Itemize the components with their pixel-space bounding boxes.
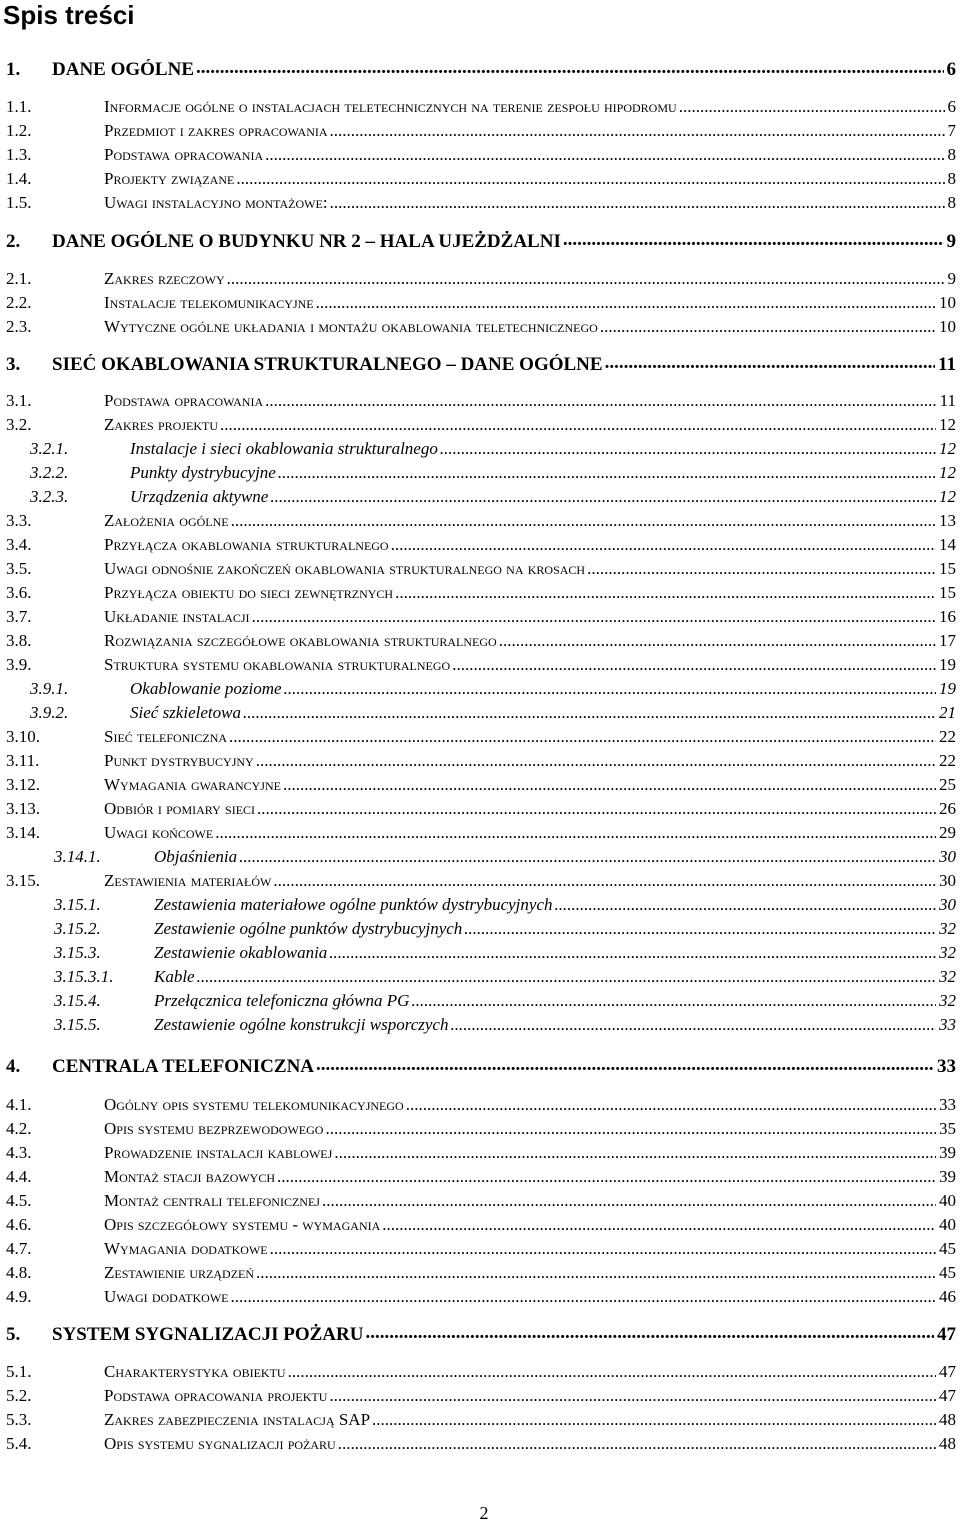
- toc-entry-number: 3.2.1.: [30, 439, 69, 458]
- toc-entry[interactable]: [6, 269, 956, 293]
- toc-entry-number: 4.7.: [6, 1239, 32, 1258]
- toc-entry[interactable]: [6, 354, 956, 378]
- toc-entry-number: 4.4.: [6, 1167, 32, 1186]
- toc-entry-page: 29: [939, 823, 956, 842]
- toc-entry-number: 4.6.: [6, 1215, 32, 1234]
- toc-entry-title: Zestawienie ogólne konstrukcji wsporczych: [154, 1015, 449, 1034]
- toc-entry-title: Zestawienia materiałów: [104, 871, 272, 890]
- toc-entry-title: SIEĆ OKABLOWANIA STRUKTURALNEGO – DANE OGÓLNE: [52, 354, 603, 375]
- toc-entry[interactable]: [6, 727, 956, 751]
- toc-entry-number: 5.2.: [6, 1386, 32, 1405]
- toc-entry-number: 5.3.: [6, 1410, 32, 1429]
- toc-entry-number: 3.14.1.: [54, 847, 101, 866]
- toc-entry[interactable]: [6, 775, 956, 799]
- toc-entry[interactable]: [6, 1324, 956, 1348]
- toc-entry[interactable]: [6, 1215, 956, 1239]
- toc-dot-leader: [278, 463, 936, 487]
- toc-entry-title: Kable: [154, 967, 195, 986]
- toc-dot-leader: [265, 391, 937, 415]
- toc-entry[interactable]: [6, 1191, 956, 1215]
- toc-entry-title: DANE OGÓLNE O BUDYNKU NR 2 – HALA UJEŻDŻALNI: [52, 231, 561, 252]
- toc-dot-leader: [236, 169, 944, 193]
- toc-entry[interactable]: [54, 919, 956, 943]
- toc-entry-number: 1.1.: [6, 97, 32, 116]
- toc-entry-page: 40: [939, 1191, 956, 1210]
- toc-entry-title: Urządzenia aktywne: [130, 487, 269, 506]
- toc-entry[interactable]: [6, 607, 956, 631]
- toc-entry-page: 45: [939, 1263, 956, 1282]
- toc-entry[interactable]: [6, 1263, 956, 1287]
- toc-entry-page: 19: [939, 679, 956, 698]
- toc-entry-title: Wytyczne ogólne układania i montażu okablowania teletechnicznego: [104, 317, 598, 336]
- toc-entry[interactable]: [6, 583, 956, 607]
- toc-entry-number: 3.13.: [6, 799, 40, 818]
- toc-entry-page: 17: [939, 631, 956, 650]
- toc-entry[interactable]: [6, 655, 956, 679]
- toc-entry-page: 30: [939, 871, 956, 890]
- toc-entry-title: Uwagi dodatkowe: [104, 1287, 229, 1306]
- page-footer: [0, 1503, 960, 1524]
- toc-dot-leader: [270, 487, 936, 511]
- toc-entry-page: 14: [939, 535, 956, 554]
- toc-dot-leader: [231, 511, 936, 535]
- toc-dot-leader: [215, 823, 936, 847]
- toc-entry-number: 3.14.: [6, 823, 40, 842]
- toc-dot-leader: [452, 655, 936, 679]
- toc-entry[interactable]: [54, 967, 956, 991]
- toc-entry[interactable]: [6, 823, 956, 847]
- toc-entry-title: Opis systemu bezprzewodowego: [104, 1119, 324, 1138]
- toc-entry[interactable]: [6, 1362, 956, 1386]
- toc-dot-leader: [196, 59, 944, 83]
- toc-entry-number: 1.5.: [6, 193, 32, 212]
- toc-entry[interactable]: [54, 895, 956, 919]
- toc-entry-page: 47: [937, 1324, 956, 1345]
- toc-entry-page: 33: [939, 1095, 956, 1114]
- toc-dot-leader: [329, 1386, 936, 1410]
- toc-entry-page: 47: [939, 1362, 956, 1381]
- toc-dot-leader: [600, 317, 936, 341]
- toc-entry-page: 26: [939, 799, 956, 818]
- toc-dot-leader: [229, 727, 936, 751]
- toc-dot-leader: [555, 895, 937, 919]
- toc-entry-title: Instalacje telekomunikacyjne: [104, 293, 314, 312]
- toc-entry-number: 3.15.2.: [54, 919, 101, 938]
- toc-dot-leader: [252, 607, 936, 631]
- toc-dot-leader: [329, 943, 936, 967]
- toc-entry-title: Uwagi odnośnie zakończeń okablowania strukturalnego na krosach: [104, 559, 586, 578]
- toc-entry-page: 30: [939, 847, 956, 866]
- toc-dot-leader: [587, 559, 936, 583]
- toc-dot-leader: [265, 145, 944, 169]
- toc-dot-leader: [679, 97, 945, 121]
- toc-dot-leader: [406, 1095, 936, 1119]
- toc-entry-number: 3.9.2.: [30, 703, 69, 722]
- page-title: Spis treści: [3, 0, 135, 30]
- toc-entry-page: 32: [939, 919, 956, 938]
- toc-dot-leader: [338, 1434, 936, 1458]
- toc-dot-leader: [440, 439, 936, 463]
- toc-entry-title: Podstawa opracowania: [104, 391, 264, 410]
- toc-entry-title: Zestawienia materiałowe ogólne punktów dystrybucyjnych: [154, 895, 553, 914]
- toc-entry-title: Podstawa opracowania: [104, 145, 264, 164]
- toc-entry-page: 22: [939, 727, 956, 746]
- toc-entry-page: 13: [939, 511, 956, 530]
- toc-dot-leader: [325, 1119, 936, 1143]
- toc-entry-number: 3.15.5.: [54, 1015, 101, 1034]
- toc-entry[interactable]: [6, 293, 956, 317]
- page-number: 2: [479, 1503, 489, 1523]
- toc-entry-number: 3.5.: [6, 559, 32, 578]
- toc-entry[interactable]: [6, 1119, 956, 1143]
- toc-entry-page: 32: [939, 943, 956, 962]
- toc-entry[interactable]: [6, 97, 956, 121]
- toc-entry-page: 10: [939, 293, 956, 312]
- toc-entry-page: 19: [939, 655, 956, 674]
- toc-entry-page: 32: [939, 967, 956, 986]
- toc-entry[interactable]: [6, 1095, 956, 1119]
- toc-dot-leader: [270, 1239, 936, 1263]
- toc-entry-number: 3.7.: [6, 607, 32, 626]
- toc-dot-leader: [450, 1015, 936, 1039]
- toc-dot-leader: [411, 991, 936, 1015]
- toc-entry[interactable]: [6, 535, 956, 559]
- toc-entry[interactable]: [30, 487, 956, 511]
- toc-entry-number: 3.4.: [6, 535, 32, 554]
- toc-dot-leader: [330, 193, 945, 217]
- toc-entry-title: Wymagania dodatkowe: [104, 1239, 268, 1258]
- toc-entry-number: 3.11.: [6, 751, 40, 770]
- toc-entry[interactable]: [6, 1434, 956, 1458]
- toc-entry-page: 21: [939, 703, 956, 722]
- toc-dot-leader: [273, 871, 936, 895]
- toc-entry-page: 7: [947, 121, 956, 140]
- toc-dot-leader: [330, 121, 945, 145]
- toc-entry[interactable]: [54, 847, 956, 871]
- toc-entry-title: Zestawienie okablowania: [154, 943, 328, 962]
- toc-entry-page: 33: [937, 1056, 956, 1077]
- toc-entry-number: 2.1.: [6, 269, 32, 288]
- toc-entry-page: 8: [947, 145, 956, 164]
- toc-entry-page: 12: [939, 415, 956, 434]
- toc-entry-title: Przełącznica telefoniczna główna PG: [154, 991, 410, 1010]
- toc-entry-number: 3.10.: [6, 727, 40, 746]
- toc-entry-page: 11: [939, 391, 956, 410]
- toc-entry-title: DANE OGÓLNE: [52, 59, 194, 80]
- toc-entry[interactable]: [6, 751, 956, 775]
- toc-entry-number: 2.2.: [6, 293, 32, 312]
- toc-dot-leader: [243, 703, 936, 727]
- toc-entry[interactable]: [6, 169, 956, 193]
- toc-entry-number: 5.: [6, 1324, 21, 1345]
- toc-entry-page: 40: [939, 1215, 956, 1234]
- toc-entry-page: 9: [946, 231, 956, 252]
- toc-entry[interactable]: [6, 631, 956, 655]
- toc-dot-leader: [197, 967, 936, 991]
- toc-entry-number: 3.3.: [6, 511, 32, 530]
- toc-entry-number: 4.1.: [6, 1095, 32, 1114]
- toc-entry[interactable]: [6, 799, 956, 823]
- toc-entry-page: 25: [939, 775, 956, 794]
- toc-entry-page: 45: [939, 1239, 956, 1258]
- toc-entry-page: 15: [939, 559, 956, 578]
- toc-entry[interactable]: [54, 943, 956, 967]
- toc-entry-page: 15: [939, 583, 956, 602]
- toc-entry-number: 1.4.: [6, 169, 32, 188]
- toc-entry-title: Układanie instalacji: [104, 607, 250, 626]
- toc-entry-number: 4.9.: [6, 1287, 32, 1306]
- toc-entry[interactable]: [6, 1410, 956, 1434]
- toc-entry-title: Uwagi instalacyjno montażowe:: [104, 193, 328, 212]
- toc-entry[interactable]: [6, 1287, 956, 1311]
- toc-entry-page: 6: [947, 97, 956, 116]
- toc-entry-title: Instalacje i sieci okablowania strukturalnego: [130, 439, 438, 458]
- toc-entry-title: Odbiór i pomiary sieci: [104, 799, 256, 818]
- toc-entry-title: Przedmiot i zakres opracowania: [104, 121, 328, 140]
- toc-entry-number: 4.8.: [6, 1263, 32, 1282]
- toc-dot-leader: [256, 1263, 936, 1287]
- toc-entry-title: Przyłącza obiektu do sieci zewnętrznych: [104, 583, 394, 602]
- toc-dot-leader: [499, 631, 936, 655]
- toc-dot-leader: [227, 269, 945, 293]
- toc-entry-page: 8: [947, 193, 956, 212]
- toc-entry-number: 3.15.4.: [54, 991, 101, 1010]
- toc-entry-page: 30: [939, 895, 956, 914]
- toc-entry-title: CENTRALA TELEFONICZNA: [52, 1056, 315, 1077]
- toc-entry-page: 46: [939, 1287, 956, 1306]
- toc-entry-page: 11: [938, 354, 956, 375]
- toc-entry-title: Objaśnienia: [154, 847, 238, 866]
- toc-dot-leader: [605, 354, 935, 378]
- toc-dot-leader: [284, 679, 936, 703]
- toc-entry-title: Opis systemu sygnalizacji pożaru: [104, 1434, 336, 1453]
- toc-dot-leader: [372, 1410, 936, 1434]
- toc-entry-title: Struktura systemu okablowania strukturalnego: [104, 655, 451, 674]
- toc-entry-number: 4.5.: [6, 1191, 32, 1210]
- toc-dot-leader: [322, 1191, 936, 1215]
- toc-entry-number: 1.2.: [6, 121, 32, 140]
- toc-entry-title: Zakres zabezpieczenia instalacją SAP: [104, 1410, 371, 1429]
- toc-entry-number: 4.: [6, 1056, 21, 1077]
- toc-entry-page: 6: [946, 59, 956, 80]
- toc-entry-title: Sieć telefoniczna: [104, 727, 228, 746]
- toc-dot-leader: [239, 847, 936, 871]
- toc-entry[interactable]: [6, 193, 956, 217]
- toc-entry[interactable]: [54, 1015, 956, 1039]
- toc-entry[interactable]: [6, 1143, 956, 1167]
- toc-entry-number: 3.8.: [6, 631, 32, 650]
- toc-entry-title: Projekty związane: [104, 169, 235, 188]
- toc-entry-title: Ogólny opis systemu telekomunikacyjnego: [104, 1095, 404, 1114]
- toc-entry-number: 3.15.1.: [54, 895, 101, 914]
- toc-entry[interactable]: [6, 121, 956, 145]
- toc-entry-page: 8: [947, 169, 956, 188]
- toc-entry[interactable]: [6, 1386, 956, 1410]
- toc-entry[interactable]: [6, 1239, 956, 1263]
- toc-entry[interactable]: [30, 679, 956, 703]
- toc-dot-leader: [464, 919, 936, 943]
- toc-entry-page: 12: [939, 439, 956, 458]
- toc-dot-leader: [283, 775, 936, 799]
- toc-dot-leader: [395, 583, 936, 607]
- toc-dot-leader: [257, 799, 936, 823]
- toc-entry-title: Przyłącza okablowania strukturalnego: [104, 535, 389, 554]
- toc-entry[interactable]: [6, 1056, 956, 1080]
- toc-entry[interactable]: [6, 511, 956, 535]
- toc-entry-title: Zakres rzeczowy: [104, 269, 225, 288]
- toc-entry-title: Sieć szkieletowa: [130, 703, 241, 722]
- toc-entry-title: Zestawienie ogólne punktów dystrybucyjnych: [154, 919, 463, 938]
- toc-entry[interactable]: [6, 559, 956, 583]
- toc-entry[interactable]: [6, 231, 956, 255]
- toc-entry-title: Punkt dystrybucyjny: [104, 751, 254, 770]
- toc-entry-title: Prowadzenie instalacji kablowej: [104, 1143, 333, 1162]
- toc-entry-page: 9: [947, 269, 956, 288]
- toc-entry-page: 16: [939, 607, 956, 626]
- toc-entry-title: Założenia ogólne: [104, 511, 229, 530]
- toc-entry-number: 1.: [6, 59, 21, 80]
- toc-entry-title: Punkty dystrybucyjne: [130, 463, 276, 482]
- toc-entry-number: 3.15.: [6, 871, 40, 890]
- toc-entry-number: 3.9.1.: [30, 679, 69, 698]
- toc-entry-number: 3.15.3.: [54, 943, 101, 962]
- toc-dot-leader: [220, 415, 936, 439]
- toc-dot-leader: [382, 1215, 936, 1239]
- toc-dot-leader: [316, 1056, 934, 1080]
- toc-entry-page: 12: [939, 463, 956, 482]
- toc-entry-page: 47: [939, 1386, 956, 1405]
- toc-entry-page: 32: [939, 991, 956, 1010]
- toc-entry-number: 3.2.: [6, 415, 32, 434]
- toc-entry-page: 39: [939, 1167, 956, 1186]
- toc-entry[interactable]: [30, 703, 956, 727]
- toc-entry[interactable]: [6, 871, 956, 895]
- toc-entry-number: 3.12.: [6, 775, 40, 794]
- toc-entry-page: 48: [939, 1410, 956, 1429]
- toc-dot-leader: [256, 751, 936, 775]
- toc-entry-page: 35: [939, 1119, 956, 1138]
- toc-entry-number: 3.2.2.: [30, 463, 69, 482]
- toc-entry-title: Wymagania gwarancyjne: [104, 775, 281, 794]
- toc-entry-number: 3.1.: [6, 391, 32, 410]
- toc-dot-leader: [391, 535, 936, 559]
- toc-entry-number: 2.: [6, 231, 21, 252]
- toc-entry-title: Montaż stacji bazowych: [104, 1167, 276, 1186]
- toc-entry[interactable]: [6, 415, 956, 439]
- toc-entry-number: 3.6.: [6, 583, 32, 602]
- toc-entry-title: Zakres projektu: [104, 415, 218, 434]
- toc-dot-leader: [563, 231, 944, 255]
- toc-entry-page: 48: [939, 1434, 956, 1453]
- toc-entry-page: 10: [939, 317, 956, 336]
- toc-entry[interactable]: [54, 991, 956, 1015]
- toc-entry-title: Opis szczegółowy systemu - wymagania: [104, 1215, 381, 1234]
- toc-entry-title: Montaż centrali telefonicznej: [104, 1191, 320, 1210]
- toc-entry-page: 12: [939, 487, 956, 506]
- toc-entry-page: 39: [939, 1143, 956, 1162]
- toc-entry-number: 4.2.: [6, 1119, 32, 1138]
- toc-dot-leader: [288, 1362, 936, 1386]
- toc-entry-title: Podstawa opracowania projektu: [104, 1386, 328, 1405]
- toc-dot-leader: [231, 1287, 936, 1311]
- toc-entry-title: Uwagi końcowe: [104, 823, 214, 842]
- toc-entry-page: 22: [939, 751, 956, 770]
- toc-entry-number: 4.3.: [6, 1143, 32, 1162]
- toc-entry[interactable]: [6, 317, 956, 341]
- toc-entry-number: 3.9.: [6, 655, 32, 674]
- toc-entry[interactable]: [6, 391, 956, 415]
- toc-entry-number: 3.2.3.: [30, 487, 69, 506]
- toc-entry-number: 3.: [6, 354, 21, 375]
- toc-entry[interactable]: [30, 463, 956, 487]
- toc-dot-leader: [334, 1143, 936, 1167]
- toc-entry-title: SYSTEM SYGNALIZACJI POŻARU: [52, 1324, 364, 1345]
- toc-entry-title: Rozwiązania szczegółowe okablowania strukturalnego: [104, 631, 497, 650]
- toc-entry[interactable]: [6, 145, 956, 169]
- toc-dot-leader: [316, 293, 936, 317]
- toc-entry-title: Zestawienie urządzeń: [104, 1263, 255, 1282]
- toc-entry-number: 2.3.: [6, 317, 32, 336]
- toc-entry-title: Charakterystyka obiektu: [104, 1362, 286, 1381]
- toc-entry-number: 5.4.: [6, 1434, 32, 1453]
- toc-entry-page: 33: [939, 1015, 956, 1034]
- toc-entry-title: Informacje ogólne o instalacjach teletechnicznych na terenie zespołu hipodromu: [104, 97, 677, 116]
- toc-entry[interactable]: [6, 59, 956, 83]
- toc-dot-leader: [365, 1324, 934, 1348]
- toc-entry-number: 1.3.: [6, 145, 32, 164]
- toc-entry[interactable]: [30, 439, 956, 463]
- toc-entry[interactable]: [6, 1167, 956, 1191]
- toc-entry-title: Okablowanie poziome: [130, 679, 282, 698]
- toc-entry-number: 3.15.3.1.: [54, 967, 114, 986]
- toc-entry-number: 5.1.: [6, 1362, 32, 1381]
- toc-dot-leader: [277, 1167, 936, 1191]
